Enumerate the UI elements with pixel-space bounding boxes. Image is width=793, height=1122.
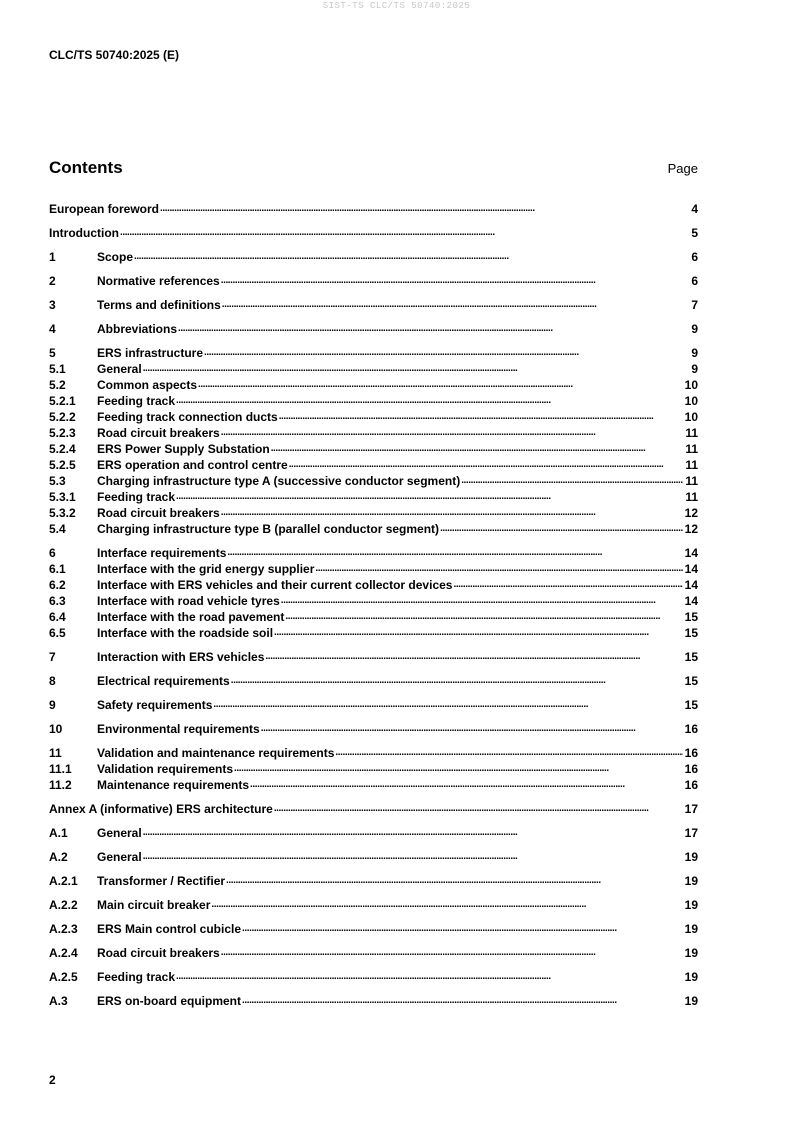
toc-entry-number: 5.2: [49, 378, 66, 392]
toc-entry-number: 7: [49, 650, 56, 664]
toc-leader-dots: [265, 648, 683, 664]
toc-entry-title: General: [97, 362, 142, 376]
toc-entry-page: 16: [684, 746, 698, 760]
toc-leader-dots: [279, 408, 683, 424]
toc-entry-title: Interface with the road pavement: [97, 610, 285, 624]
toc-entry-title: ERS operation and control centre: [97, 458, 288, 472]
toc-entry-title: Scope: [97, 250, 134, 264]
toc-entry-title: Feeding track: [97, 394, 176, 408]
toc-entry-page: 12: [684, 522, 698, 536]
toc-leader-dots: [120, 224, 683, 240]
toc-entry-number: 5.4: [49, 522, 66, 536]
toc-entry[interactable]: [49, 522, 698, 536]
toc-entry-page: 10: [684, 378, 698, 392]
toc-entry-title: Electrical requirements: [97, 674, 230, 688]
toc-entry[interactable]: [49, 898, 698, 912]
toc-entry-number: 6.2: [49, 578, 66, 592]
toc-entry[interactable]: [49, 322, 698, 336]
toc-entry-number: 3: [49, 298, 56, 312]
toc-entry-title: ERS Main control cubicle: [97, 922, 242, 936]
toc-leader-dots: [261, 720, 683, 736]
toc-entry-page: 17: [684, 826, 698, 840]
toc-entry-page: 4: [691, 202, 698, 216]
toc-entry[interactable]: [49, 802, 698, 816]
toc-entry-page: 5: [691, 226, 698, 240]
toc-entry-title: European foreword: [49, 202, 160, 216]
toc-entry-number: 5.2.1: [49, 394, 76, 408]
toc-entry-page: 19: [684, 970, 698, 984]
toc-leader-dots: [198, 376, 683, 392]
toc-entry-title: Annex A (informative) ERS architecture: [49, 802, 273, 816]
toc-leader-dots: [222, 296, 683, 312]
toc-entry-number: A.3: [49, 994, 68, 1008]
toc-entry[interactable]: [49, 994, 698, 1008]
toc-entry-title: Environmental requirements: [97, 722, 260, 736]
toc-entry-page: 9: [691, 346, 698, 360]
toc-entry[interactable]: [49, 970, 698, 984]
toc-entry[interactable]: [49, 946, 698, 960]
toc-entry-number: 5.3.1: [49, 490, 76, 504]
toc-entry-number: A.2: [49, 850, 68, 864]
toc-entry-number: A.2.4: [49, 946, 78, 960]
toc-leader-dots: [250, 776, 683, 792]
toc-leader-dots: [453, 576, 683, 592]
toc-entry-title: General: [97, 850, 142, 864]
toc-entry-title: Road circuit breakers: [97, 426, 220, 440]
toc-leader-dots: [221, 424, 683, 440]
toc-entry[interactable]: [49, 442, 698, 456]
toc-entry-number: A.1: [49, 826, 68, 840]
toc-entry-page: 7: [691, 298, 698, 312]
toc-entry[interactable]: [49, 826, 698, 840]
toc-entry-page: 19: [684, 994, 698, 1008]
toc-entry-page: 14: [684, 562, 698, 576]
toc-entry-number: 6.3: [49, 594, 66, 608]
toc-entry-page: 19: [684, 946, 698, 960]
toc-leader-dots: [281, 592, 683, 608]
toc-entry-title: Feeding track connection ducts: [97, 410, 278, 424]
toc-entry[interactable]: [49, 202, 698, 216]
toc-entry[interactable]: [49, 274, 698, 288]
toc-leader-dots: [176, 968, 683, 984]
toc-leader-dots: [440, 520, 683, 536]
toc-entry-number: 11.2: [49, 778, 72, 792]
toc-entry[interactable]: [49, 626, 698, 640]
toc-entry-number: 2: [49, 274, 56, 288]
toc-entry-number: 10: [49, 722, 63, 736]
toc-entry-title: Transformer / Rectifier: [97, 874, 226, 888]
toc-entry[interactable]: [49, 698, 698, 712]
toc-entry-title: Normative references: [97, 274, 220, 288]
toc-entry[interactable]: [49, 922, 698, 936]
toc-entry-number: 8: [49, 674, 56, 688]
toc-entry[interactable]: [49, 298, 698, 312]
toc-leader-dots: [274, 624, 683, 640]
toc-entry-page: 9: [691, 322, 698, 336]
toc-entry-number: A.2.1: [49, 874, 78, 888]
toc-entry-page: 11: [685, 426, 698, 440]
toc-entry-title: Main circuit breaker: [97, 898, 211, 912]
toc-entry-number: 5.3.2: [49, 506, 76, 520]
toc-entry-title: Safety requirements: [97, 698, 213, 712]
footer-page-number: 2: [49, 1073, 56, 1087]
toc-entry[interactable]: [49, 778, 698, 792]
toc-entry[interactable]: [49, 578, 698, 592]
toc-entry[interactable]: [49, 506, 698, 520]
toc-entry-page: 16: [684, 778, 698, 792]
toc-entry-page: 11: [685, 474, 698, 488]
toc-entry-page: 15: [684, 698, 698, 712]
toc-entry[interactable]: [49, 874, 698, 888]
toc-leader-dots: [289, 456, 683, 472]
toc-entry-page: 11: [685, 458, 698, 472]
toc-entry-page: 9: [691, 362, 698, 376]
toc-entry-page: 14: [684, 578, 698, 592]
toc-leader-dots: [134, 248, 683, 264]
toc-entry[interactable]: [49, 546, 698, 560]
toc-entry-page: 10: [684, 394, 698, 408]
toc-entry-number: A.2.3: [49, 922, 78, 936]
toc-leader-dots: [204, 344, 683, 360]
toc-entry-page: 15: [684, 610, 698, 624]
toc-entry[interactable]: [49, 410, 698, 424]
toc-entry-number: 6.4: [49, 610, 66, 624]
toc-leader-dots: [242, 920, 683, 936]
toc-entry-number: A.2.2: [49, 898, 78, 912]
toc-entry[interactable]: [49, 594, 698, 608]
toc-entry-title: Interface with the grid energy supplier: [97, 562, 315, 576]
watermark: SIST-TS CLC/TS 50740:2025: [322, 1, 471, 11]
toc-entry-page: 11: [685, 490, 698, 504]
toc-entry-title: Terms and definitions: [97, 298, 221, 312]
toc-leader-dots: [143, 360, 683, 376]
toc-leader-dots: [143, 824, 683, 840]
toc-entry-page: 14: [684, 546, 698, 560]
toc-entry-page: 19: [684, 874, 698, 888]
toc-entry-page: 19: [684, 898, 698, 912]
toc-entry[interactable]: [49, 474, 698, 488]
toc-entry[interactable]: [49, 850, 698, 864]
toc-entry[interactable]: [49, 746, 698, 760]
toc-leader-dots: [274, 800, 683, 816]
toc-entry-page: 10: [684, 410, 698, 424]
toc-leader-dots: [160, 200, 683, 216]
toc-entry-title: Charging infrastructure type A (successive conductor segment): [97, 474, 461, 488]
toc-entry-title: ERS on-board equipment: [97, 994, 241, 1008]
toc-entry[interactable]: [49, 378, 698, 392]
toc-leader-dots: [176, 488, 683, 504]
toc-entry-title: Common aspects: [97, 378, 198, 392]
toc-entry-number: 4: [49, 322, 56, 336]
toc-entry-page: 6: [691, 274, 698, 288]
toc-entry-title: Introduction: [49, 226, 119, 240]
toc-entry-number: 5: [49, 346, 56, 360]
toc-entry-title: Charging infrastructure type B (parallel conductor segment): [97, 522, 440, 536]
toc-entry-number: 6: [49, 546, 56, 560]
toc-entry-title: Road circuit breakers: [97, 506, 220, 520]
toc-entry-page: 19: [684, 922, 698, 936]
toc-entry[interactable]: [49, 226, 698, 240]
toc-entry-number: 5.3: [49, 474, 66, 488]
toc-entry-title: ERS Power Supply Substation: [97, 442, 270, 456]
toc-leader-dots: [176, 392, 683, 408]
toc-entry-title: Interface with road vehicle tyres: [97, 594, 280, 608]
toc-entry-number: 5.2.4: [49, 442, 76, 456]
toc-leader-dots: [234, 760, 683, 776]
toc-entry-page: 19: [684, 850, 698, 864]
toc-entry[interactable]: [49, 458, 698, 472]
toc-entry[interactable]: [49, 346, 698, 360]
toc-entry-page: 12: [684, 506, 698, 520]
toc-leader-dots: [143, 848, 683, 864]
toc-entry-page: 11: [685, 442, 698, 456]
toc-entry[interactable]: [49, 722, 698, 736]
toc-entry[interactable]: [49, 394, 698, 408]
toc-entry[interactable]: [49, 490, 698, 504]
toc-entry[interactable]: [49, 610, 698, 624]
toc-entry-title: Road circuit breakers: [97, 946, 220, 960]
toc-leader-dots: [315, 560, 683, 576]
toc-leader-dots: [178, 320, 683, 336]
toc-entry-title: Validation and maintenance requirements: [97, 746, 335, 760]
toc-entry[interactable]: [49, 650, 698, 664]
toc-entry-title: Abbreviations: [97, 322, 178, 336]
toc-leader-dots: [285, 608, 683, 624]
toc-entry-page: 14: [684, 594, 698, 608]
toc-entry-title: Feeding track: [97, 970, 176, 984]
toc-entry-page: 17: [684, 802, 698, 816]
toc-entry-title: Interface with ERS vehicles and their current collector devices: [97, 578, 453, 592]
toc-entry-title: Interaction with ERS vehicles: [97, 650, 265, 664]
toc-entry-number: A.2.5: [49, 970, 78, 984]
contents-title: Contents: [49, 158, 123, 177]
toc-leader-dots: [221, 504, 683, 520]
toc-entry-title: Maintenance requirements: [97, 778, 250, 792]
toc-leader-dots: [221, 272, 683, 288]
toc-entry[interactable]: [49, 250, 698, 264]
document-id: CLC/TS 50740:2025 (E): [49, 48, 180, 62]
toc-entry-page: 16: [684, 762, 698, 776]
toc-entry-number: 11.1: [49, 762, 72, 776]
toc-entry[interactable]: [49, 426, 698, 440]
toc-entry-page: 15: [684, 650, 698, 664]
toc-leader-dots: [242, 992, 683, 1008]
toc-leader-dots: [231, 672, 683, 688]
toc-leader-dots: [461, 472, 683, 488]
toc-leader-dots: [335, 744, 683, 760]
toc-entry-number: 9: [49, 698, 56, 712]
toc-entry[interactable]: [49, 674, 698, 688]
toc-entry-title: Interface requirements: [97, 546, 227, 560]
toc-entry-page: 15: [684, 626, 698, 640]
toc-entry-title: General: [97, 826, 142, 840]
toc-entry-title: ERS infrastructure: [97, 346, 204, 360]
toc-leader-dots: [226, 872, 683, 888]
toc-entry-title: Feeding track: [97, 490, 176, 504]
toc-leader-dots: [211, 896, 683, 912]
toc-entry-page: 15: [684, 674, 698, 688]
toc-entry[interactable]: [49, 762, 698, 776]
toc-leader-dots: [213, 696, 683, 712]
toc-entry-number: 5.1: [49, 362, 66, 376]
toc-leader-dots: [227, 544, 683, 560]
toc-entry[interactable]: [49, 362, 698, 376]
toc-entry-number: 1: [49, 250, 56, 264]
toc-leader-dots: [271, 440, 683, 456]
toc-entry-number: 11: [49, 746, 62, 760]
toc-leader-dots: [221, 944, 683, 960]
toc-entry-number: 5.2.3: [49, 426, 76, 440]
toc-entry-number: 6.1: [49, 562, 66, 576]
toc-entry-number: 6.5: [49, 626, 66, 640]
toc-entry[interactable]: [49, 562, 698, 576]
toc-entry-page: 6: [691, 250, 698, 264]
toc-entry-title: Validation requirements: [97, 762, 234, 776]
toc-entry-number: 5.2.2: [49, 410, 76, 424]
page-column-header: Page: [667, 161, 698, 176]
toc-entry-title: Interface with the roadside soil: [97, 626, 274, 640]
toc-entry-number: 5.2.5: [49, 458, 76, 472]
toc-entry-page: 16: [684, 722, 698, 736]
